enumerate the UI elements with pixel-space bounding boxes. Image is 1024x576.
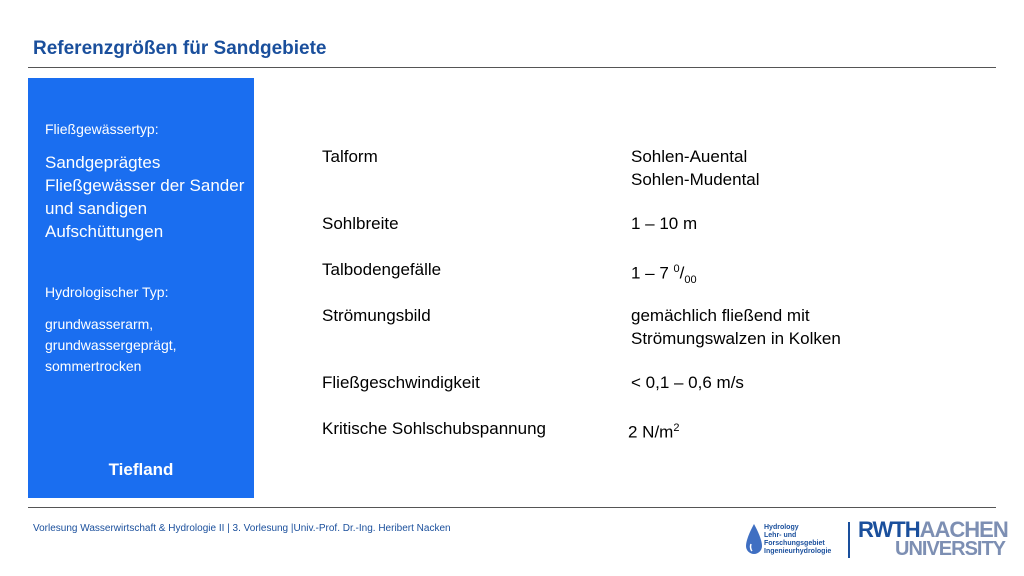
row-key: Sohlbreite	[322, 214, 399, 233]
page-title: Referenzgrößen für Sandgebiete	[33, 38, 327, 59]
row-value-shear	[628, 417, 679, 444]
row-key: Strömungsbild	[322, 306, 431, 325]
rwth-logo-university: UNIVERSITY	[895, 538, 1006, 560]
logo-separator	[848, 522, 850, 558]
row-value: gemächlich fließend mit	[631, 306, 810, 325]
hydro-line: Hydrology	[764, 524, 799, 531]
row-value-gradient	[631, 258, 697, 292]
row-key: Fließgeschwindigkeit	[322, 373, 480, 392]
rwth-logo-aachen: AACHEN	[919, 517, 1008, 542]
river-type-value: Sandgeprägtes Fließgewässer der Sander und sandigen Aufschüttungen	[45, 153, 245, 241]
hydro-line: Forschungsgebiet	[764, 540, 825, 547]
row-value-line2: Sohlen-Mudental	[631, 170, 760, 189]
hydro-line: Lehr- und	[764, 532, 797, 539]
row-key: Talbodengefälle	[322, 260, 442, 279]
row-value-line2: Strömungswalzen in Kolken	[631, 329, 841, 348]
gradient-sup: 0	[673, 263, 680, 275]
row-value: 1 – 10 m	[631, 214, 698, 233]
hydrology-logo	[746, 522, 836, 560]
bottom-divider	[28, 507, 996, 508]
row-key: Kritische Sohlschubspannung	[322, 419, 546, 438]
row-key: Talform	[322, 147, 378, 166]
sidebar-panel	[28, 78, 254, 498]
footer-text: Vorlesung Wasserwirtschaft & Hydrologie II | 3. Vorlesung |Univ.-Prof. Dr.-Ing. Heribert Nacken	[33, 523, 451, 534]
hydro-line: Ingenieurhydrologie	[764, 548, 832, 555]
hydro-type-value: grundwasserarm, grundwassergeprägt, sommertrocken	[45, 316, 177, 374]
hydro-type-label: Hydrologischer Typ:	[45, 284, 169, 300]
water-drop-icon	[746, 524, 762, 556]
rwth-logo	[858, 517, 1008, 561]
gradient-slash: /	[679, 263, 685, 283]
river-type-label: Fließgewässertyp:	[45, 121, 159, 137]
rwth-logo-rwth: RWTH	[858, 517, 920, 542]
row-value: < 0,1 – 0,6 m/s	[631, 373, 744, 392]
gradient-sub: 00	[684, 274, 697, 287]
gradient-main: 1 – 7	[631, 263, 674, 283]
top-divider	[28, 67, 996, 68]
region-label: Tiefland	[108, 460, 174, 479]
shear-sup: 2	[673, 422, 680, 434]
shear-main: 2 N/m	[628, 422, 674, 442]
hydrology-logo-text	[764, 524, 831, 556]
row-value: Sohlen-Auental	[631, 147, 748, 166]
